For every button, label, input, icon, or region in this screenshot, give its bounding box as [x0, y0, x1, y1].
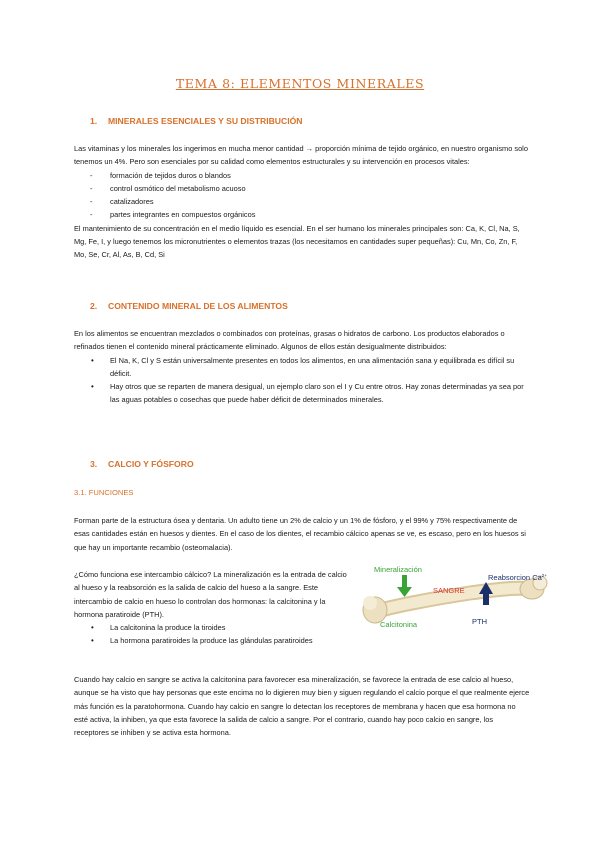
bullet-list [74, 354, 530, 407]
section-3-paragraph-3 [74, 673, 530, 739]
bone-left-condyle [363, 596, 377, 610]
section-2-body [74, 327, 530, 407]
section-1-body [74, 142, 530, 262]
section-number: 3. [90, 459, 98, 469]
list-item: - formación de tejidos duros o blandos [74, 169, 530, 182]
document-title: TEMA 8: ELEMENTOS MINERALES [175, 76, 425, 91]
section-title: CALCIO Y FÓSFORO [108, 459, 194, 469]
mineralization-arrow-icon [397, 587, 412, 597]
mineralization-arrow-shaft [402, 575, 407, 588]
paragraph: ¿Cómo funciona ese intercambio cálcico? La mineralización es la entrada de calcio al hueso y la reabsorción es la salida de calcio del hueso a la sangre. Este intercambio de calcio en hueso lo controlan dos hormonas: la calcitonina y la hormona paratiroide (PTH). [74, 570, 347, 619]
bullet-list [74, 169, 530, 222]
section-3-paragraph-1 [74, 514, 530, 554]
label-sangre: SANGRE [433, 586, 465, 595]
list-item: - catalizadores [74, 195, 530, 208]
paragraph: En los alimentos se encuentran mezclados o combinados con proteínas, grasas o hidratos de carbono. Los productos elaborados o refinados tienen el contenido mineral prácticamente eliminado. Algunos de ellos están desigualmente distribuidos: [74, 329, 505, 352]
section-heading-1 [90, 116, 303, 126]
bone-calcium-figure [360, 563, 550, 635]
list-item: - control osmótico del metabolismo acuoso [74, 182, 530, 195]
section-3-paragraph-2 [74, 568, 354, 648]
label-pth: PTH [472, 617, 487, 626]
section-number: 2. [90, 301, 98, 311]
paragraph: Las vitaminas y los minerales los ingerimos en mucha menor cantidad → proporción mínima de tejido orgánico, en nuestro organismo solo tenemos un 4%. Pero son esenciales por su calidad como elementos estructurales y su intervención en procesos vitales: [74, 144, 528, 167]
label-reabsorcion: Reabsorcion $Ca^{2+}$ [488, 573, 547, 582]
section-title: CONTENIDO MINERAL DE LOS ALIMENTOS [108, 301, 288, 311]
list-item: • Hay otros que se reparten de manera desigual, un ejemplo claro son el I y Cu entre otros. Hay zonas determinadas ya sea por las aguas potables o cosechas que puede haber déficit de determinados minerales. [74, 380, 530, 407]
section-title: MINERALES ESENCIALES Y SU DISTRIBUCIÓN [108, 116, 303, 126]
list-item: • La calcitonina la produce la tiroides [74, 621, 354, 634]
bone-diagram [360, 563, 550, 635]
bullet-list [74, 621, 354, 648]
section-number: 1. [90, 116, 98, 126]
list-item: • La hormona paratiroides la produce las glándulas paratiroides [74, 634, 354, 647]
paragraph: Cuando hay calcio en sangre se activa la calcitonina para favorecer esa mineralización, se favorece la entrada de ese calcio al hueso, aunque se ha visto que hay personas que este encima no lo digieren muy bien y siguen regulando el calcio porque el que realmente ejerce más función es la paratohormona. Cuando hay calcio en sangre lo detectan los receptores de membrana y hacen que esa hormona no esté activa, la inhiben, ya que esta favorece la salida de calcio a sangre. Por el contrario, cuando hay poco calcio en sangre, los receptores se inhiben y se activa esta hormona. [74, 675, 530, 738]
label-mineralizacion: Mineralización [374, 565, 422, 574]
paragraph: El mantenimiento de su concentración en el medio líquido es esencial. En el ser humano los minerales principales son: Ca, K, Cl, Na, S, Mg, Fe, I, y luego tenemos los micronutrientes o elementos trazas (los necesitamos en cantidades super pequeñas): Cu, Mn, Co, Zn, F, Mo, Se, Cr, Al, As, B, Cd, Si [74, 223, 520, 260]
paragraph: Forman parte de la estructura ósea y dentaria. Un adulto tiene un 2% de calcio y un 1% de fósforo, y el 99% y 75% respectivamente de esas cantidades están en huesos y dientes. En el caso de los dientes, el recambio cálcico apenas se ve, es escaso, pero en los huesos si que hay un importante recambio (osteomalacia). [74, 516, 526, 552]
list-item: - partes integrantes en compuestos orgánicos [74, 208, 530, 221]
list-item: • El Na, K, Cl y S están universalmente presentes en todos los alimentos, en una alimentación sana y equilibrada es difícil su déficit. [74, 354, 530, 381]
subsection-heading: 3.1. FUNCIONES [74, 488, 134, 497]
section-heading-3 [90, 459, 194, 469]
reabsorption-arrow-shaft [483, 593, 489, 605]
section-heading-2 [90, 301, 288, 311]
label-calcitonina: Calcitonina [380, 620, 418, 629]
